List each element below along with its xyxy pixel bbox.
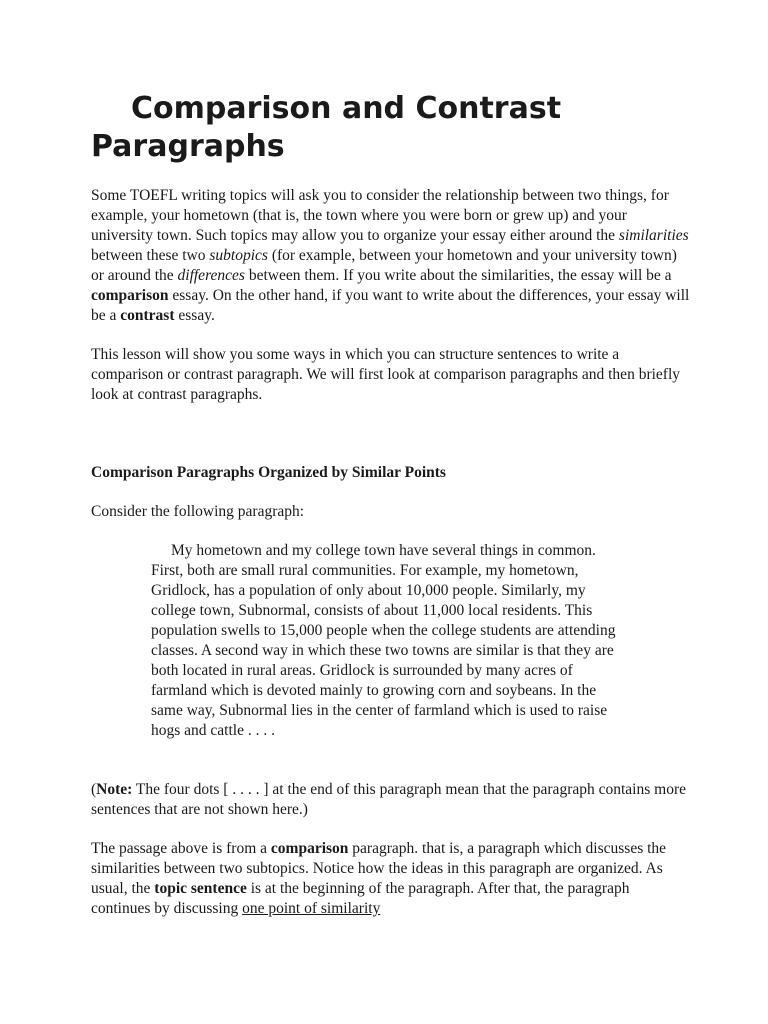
consider-line: Consider the following paragraph: <box>91 503 305 520</box>
intro-paragraph: Some TOEFL writing topics will ask you to consider the relationship between two things, for example, your hometown (that is, the town where you were born or grew up) and your university town. Such topics may allow you to organize your essay either around the similarities between these two subtopics (for example, between your hometown and your university town) or around the differences between them. If you write about the similarities, the essay will be a comparison essay. On the other hand, if you want to write about the differences, your essay will be a contrast essay. <box>91 187 690 324</box>
term-one-point-of-similarity: one point of similarity <box>242 900 381 917</box>
note-label: Note: <box>96 781 133 798</box>
term-topic-sentence: topic sentence <box>154 880 247 897</box>
page-title: Comparison and Contrast Paragraphs <box>91 91 562 164</box>
passage-paragraph: The passage above is from a comparison paragraph. that is, a paragraph which discusses the similarities between two subtopics. Notice how the ideas in this paragraph are organized. As usual, the topic sentence is at the beginning of the paragraph. After that, the paragraph continues by discussing one point of similarity <box>91 840 667 917</box>
note-paragraph: (Note: The four dots [ . . . . ] at the end of this paragraph mean that the paragraph contains more sentences that are not shown here.) <box>91 781 686 818</box>
lesson-paragraph: This lesson will show you some ways in which you can structure sentences to write a comparison or contrast paragraph. We will first look at comparison paragraphs and then briefly look at contrast paragraphs. <box>91 346 681 403</box>
term-comparison: comparison <box>91 287 169 304</box>
term-comparison-2: comparison <box>270 840 349 857</box>
term-subtopics: subtopics <box>209 247 268 264</box>
section-heading: Comparison Paragraphs Organized by Similar Points <box>91 464 446 481</box>
term-similarities: similarities <box>618 227 689 244</box>
term-differences: differences <box>177 267 245 284</box>
example-paragraph: My hometown and my college town have several things in common. First, both are small rural communities. For example, my hometown, Gridlock, has a population of only about 10,000 people. Similarly, my college town, Subnormal, consists of about 11,000 local residents. This population swells to 15,000 people when the college students are attending classes. A second way in which these two towns are similar is that they are both located in rural areas. Gridlock is surrounded by many acres of farmland which is devoted mainly to growing corn and soybeans. In the same way, Subnormal lies in the center of farmland which is used to raise hogs and cattle . . . . <box>151 542 616 739</box>
term-contrast: contrast <box>120 307 175 324</box>
